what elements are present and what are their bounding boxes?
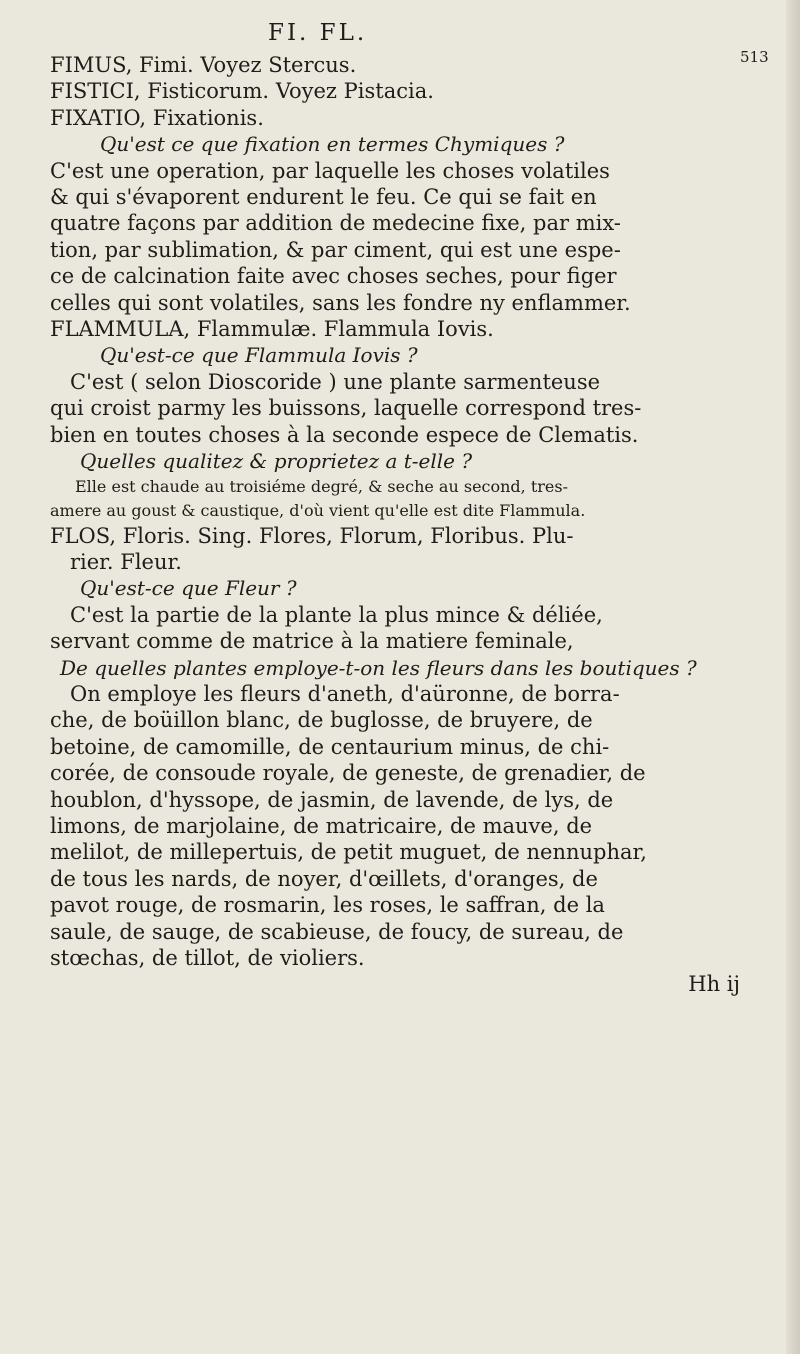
text-line: celles qui sont volatiles, sans les fondre ny enflammer. xyxy=(50,290,631,315)
text-line: FLOS, Floris. Sing. Flores, Florum, Floribus. Plu- xyxy=(50,523,574,548)
text-line: FIXATIO, Fixationis. xyxy=(50,105,264,130)
text-line: On employe les fleurs d'aneth, d'aüronne, de borra- xyxy=(70,681,620,706)
text-line: FLAMMULA, Flammulæ. Flammula Iovis. xyxy=(50,317,494,342)
text-line: pavot rouge, de rosmarin, les roses, le saffran, de la xyxy=(50,893,605,918)
text-line: de tous les nards, de noyer, d'œillets, d'oranges, de xyxy=(50,866,598,891)
text-line: Qu'est-ce que Fleur ? xyxy=(80,576,297,601)
text-line: tion, par sublimation, & par ciment, qui est une espe- xyxy=(50,237,621,262)
text-line: servant comme de matrice à la matiere feminale, xyxy=(50,629,574,654)
text-line: Quelles qualitez & proprietez a t-elle ? xyxy=(80,449,473,474)
catchword: Hh ij xyxy=(688,972,740,997)
text-line: che, de boüillon blanc, de buglosse, de bruyere, de xyxy=(50,708,593,733)
text-line: houblon, d'hyssope, de jasmin, de lavende, de lys, de xyxy=(50,787,614,812)
text-line: qui croist parmy les buissons, laquelle correspond tres- xyxy=(50,396,642,421)
text-line: Qu'est-ce que Flammula Iovis ? xyxy=(100,343,418,368)
text-line: De quelles plantes employe-t-on les fleurs dans les boutiques ? xyxy=(60,655,697,680)
text-line: Elle est chaude au troisiéme degré, & seche au second, tres- xyxy=(75,476,569,496)
running-title: FI. FL. xyxy=(268,20,368,46)
text-line: limons, de marjolaine, de matricaire, de mauve, de xyxy=(50,813,593,838)
page-body xyxy=(50,52,760,998)
text-line: stœchas, de tillot, de violiers. xyxy=(50,946,365,970)
page-edge-shadow xyxy=(786,0,800,1354)
text-line: amere au goust & caustique, d'où vient qu'elle est dite Flammula. xyxy=(50,500,586,520)
text-line: FISTICI, Fisticorum. Voyez Pistacia. xyxy=(50,79,434,104)
text-line: bien en toutes choses à la seconde espece de Clematis. xyxy=(50,422,639,447)
text-line: quatre façons par addition de medecine fixe, par mix- xyxy=(50,211,621,236)
text-line: & qui s'évaporent endurent le feu. Ce qui se fait en xyxy=(50,185,597,210)
text-line: C'est une operation, par laquelle les choses volatiles xyxy=(50,158,610,183)
text-line: ce de calcination faite avec choses seches, pour figer xyxy=(50,264,617,289)
text-line: corée, de consoude royale, de geneste, de grenadier, de xyxy=(50,761,646,786)
page-number: 513 xyxy=(740,48,769,66)
text-line: saule, de sauge, de scabieuse, de foucy, de sureau, de xyxy=(50,919,624,944)
text-line: Qu'est ce que fixation en termes Chymiques ? xyxy=(100,132,565,157)
text-line: FIMUS, Fimi. Voyez Stercus. xyxy=(50,53,357,77)
text-line: melilot, de millepertuis, de petit muguet, de nennuphar, xyxy=(50,840,647,865)
text-line: rier. Fleur. xyxy=(70,549,182,574)
text-line: C'est la partie de la plante la plus mince & déliée, xyxy=(70,602,603,627)
text-line: C'est ( selon Dioscoride ) une plante sarmenteuse xyxy=(70,369,601,394)
text-line: betoine, de camomille, de centaurium minus, de chi- xyxy=(50,734,610,759)
